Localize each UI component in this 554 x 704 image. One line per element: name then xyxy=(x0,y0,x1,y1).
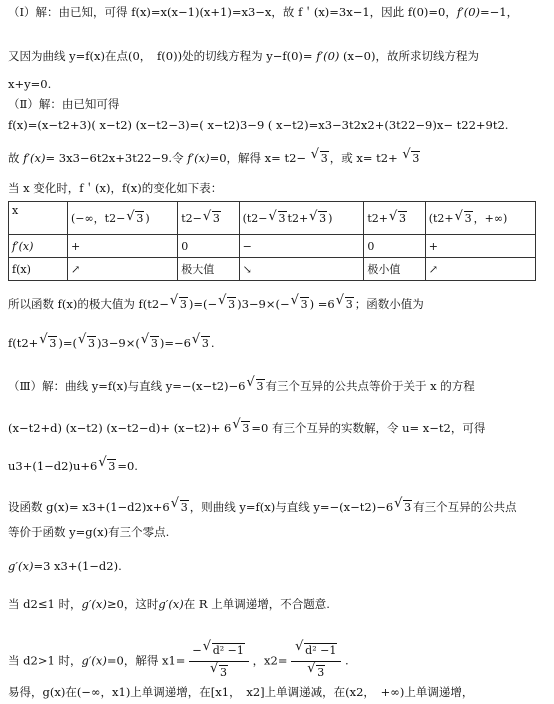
cell-point-2: t2+ √ 3 xyxy=(364,202,425,235)
table-row-x xyxy=(9,202,536,235)
part2-derivative xyxy=(8,147,421,167)
text: (x−0)，故所求切线方程为 xyxy=(343,49,479,63)
cell-x-label: x xyxy=(9,202,68,235)
min-value-line: f(t2+ √ 3 )=( √ 3 )3−9×( √ 3 )=−6 √ 3 . xyxy=(8,332,215,350)
x2-fraction: √ d² −1 √ 3 xyxy=(291,640,341,683)
sqrt3: √ 3 xyxy=(310,147,328,165)
part2-expansion: f(x)=(x−t2+3)( x−t2) (x−t2−3)=( x−t2)3−9 ( x−t2)=x3−3t2x2+(3t22−9)x− t22+9t2. xyxy=(8,118,509,132)
cell-sign: + xyxy=(425,235,535,258)
part3-line1: （Ⅲ）解：曲线 y=f(x)与直线 y=−(x−t2)−6 √ 3 有三个互异的公共点等价于关于 x 的方程 xyxy=(8,375,475,393)
cell-sign: 0 xyxy=(178,235,239,258)
part3-line9: 易得，g(x)在(−∞，x1)上单调递增，在[x1， x2]上单调递减，在(x2， +∞)上单调递增， xyxy=(8,685,474,699)
table-intro: 当 x 变化时，f＇(x)，f(x)的变化如下表： xyxy=(8,181,223,195)
cell-sign: + xyxy=(68,235,178,258)
x1-fraction: − √ d² −1 √ 3 xyxy=(189,640,249,683)
cell-f-label: f(x) xyxy=(9,258,68,281)
fprimex-symbol: f′(x) xyxy=(187,151,210,165)
part1-line3: x+y=0. xyxy=(8,77,52,91)
part1-line2 xyxy=(8,48,479,64)
cell-interval-1: (−∞，t2− √ 3 ) xyxy=(68,202,178,235)
fprime0-symbol: f′(0) xyxy=(456,5,481,19)
part2-heading: （Ⅱ）解：由已知可得 xyxy=(8,97,120,111)
cell-interval-2: (t2− √ 3 t2+ √ 3 ) xyxy=(239,202,364,235)
part3-line8: 当 d2>1 时，g′(x)=0，解得 x1= − √ d² −1 √ 3 ，x2= √ d² −1 √ 3 . xyxy=(8,640,349,683)
table-row-f xyxy=(9,258,536,281)
cell-max-label: 极大值 xyxy=(178,258,239,281)
part3-line2: (x−t2+d) (x−t2) (x−t2−d)+ (x−t2)+ 6 √ 3 =0 有三个互异的实数解，令 u= x−t2，可得 xyxy=(8,417,486,435)
text: 故 xyxy=(8,151,20,165)
part3-line3: u3+(1−d2)u+6 √ 3 =0. xyxy=(8,455,138,473)
sqrt3: √ 3 xyxy=(402,147,420,165)
table-row-fprime xyxy=(9,235,536,258)
text: 又因为曲线 y=f(x)在点(0， f(0))处的切线方程为 y−f(0)= xyxy=(8,49,313,63)
part3-line5: 等价于函数 y=g(x)有三个零点. xyxy=(8,525,170,539)
text: ，或 x= t2+ xyxy=(329,151,398,165)
part3-line6: g′(x)=3 x3+(1−d2). xyxy=(8,559,122,573)
text: = 3x3−6t2x+3t22−9.令 xyxy=(45,151,184,165)
cell-min-label: 极小值 xyxy=(364,258,425,281)
fprime0-symbol: f′(0) xyxy=(316,49,340,63)
part3-line7: 当 d2≤1 时，g′(x)≥0，这时g′(x)在 R 上单调递增，不合题意. xyxy=(8,597,330,611)
cell-trend-up-arrow: ↗ xyxy=(68,258,178,281)
variation-table xyxy=(8,201,536,281)
text: （Ⅰ）解：由已知，可得 f(x)=x(x−1)(x+1)=x3−x，故 f＇(x)=3x−1，因此 f(0)=0， xyxy=(8,5,457,19)
cell-trend-up-arrow: ↗ xyxy=(425,258,535,281)
fprimex-symbol: f′(x) xyxy=(23,151,46,165)
max-value-line: 所以函数 f(x)的极大值为 f(t2− √ 3 )=(− √ 3 )3−9×(− √ 3 ) =6 √ 3 ；函数小值为 xyxy=(8,293,424,311)
cell-sign: 0 xyxy=(364,235,425,258)
cell-interval-3: (t2+ √ 3 ，+∞) xyxy=(425,202,535,235)
cell-point-1: t2− √ 3 xyxy=(178,202,239,235)
part1-line1 xyxy=(8,4,518,20)
cell-sign: − xyxy=(239,235,364,258)
text: =0，解得 x= t2− xyxy=(209,151,307,165)
cell-fprime-label: f′(x) xyxy=(9,235,68,258)
text: =−1， xyxy=(480,5,519,19)
part3-line4: 设函数 g(x)= x3+(1−d2)x+6 √ 3 ，则曲线 y=f(x)与直线 y=−(x−t2)−6 √ 3 有三个互异的公共点 xyxy=(8,496,517,514)
cell-trend-down-arrow: ↘ xyxy=(239,258,364,281)
